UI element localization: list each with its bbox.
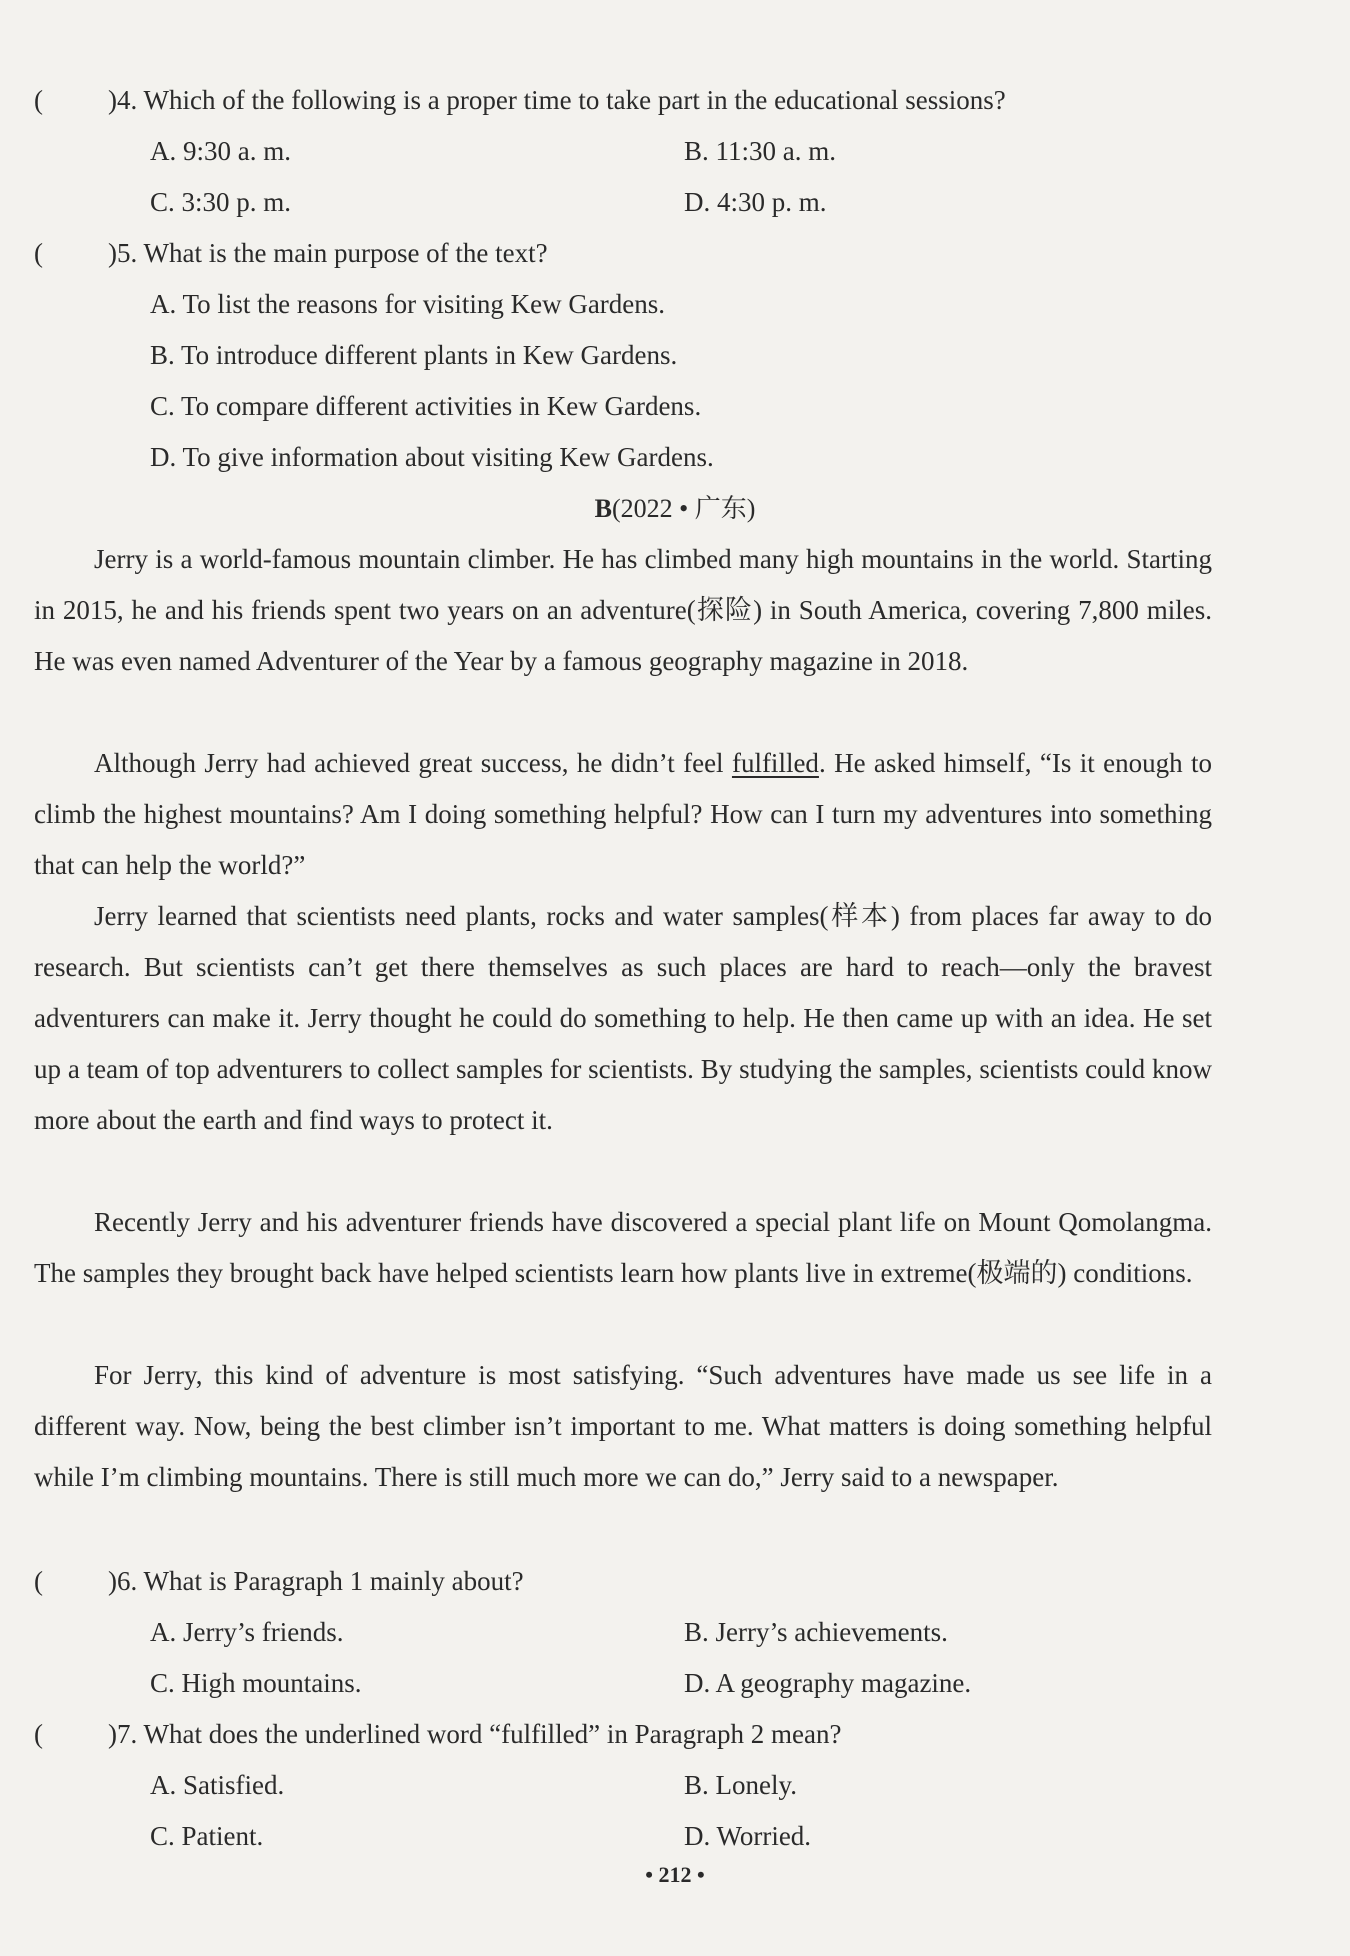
answer-blank-q6[interactable]: (	[34, 1566, 43, 1596]
p2-text-after: . He asked himself, “Is it enough to climb the highest mountains? Am I doing something helpful? How can I turn my adventures into something that can help the world?”	[34, 748, 1213, 880]
q6-option-c: C. High mountains.	[150, 1668, 362, 1698]
section-title	[0, 492, 1350, 526]
q7-option-b: B. Lonely.	[684, 1770, 797, 1800]
question-7-stem: )7. What does the underlined word “fulfilled” in Paragraph 2 mean?	[108, 1719, 842, 1749]
passage-paragraph-3: Jerry learned that scientists need plants, rocks and water samples(样本) from places far away to do research. But scientists can’t get there themselves as such places are hard to reach—only the bravest adventurers can make it. Jerry thought he could do something to help. He then came up with an idea. He set up a team of top adventurers to collect samples for scientists. By studying the samples, scientists could know more about the earth and find ways to protect it.	[34, 901, 1212, 1135]
q5-option-d: D. To give information about visiting Kew Gardens.	[150, 442, 714, 472]
question-5-stem: )5. What is the main purpose of the text?	[108, 238, 548, 268]
question-6-stem: )6. What is Paragraph 1 mainly about?	[108, 1566, 524, 1596]
question-4-stem: )4. Which of the following is a proper time to take part in the educational sessions?	[108, 85, 1006, 115]
underlined-word-fulfilled: fulfilled	[731, 748, 819, 778]
passage-paragraph-4: Recently Jerry and his adventurer friends have discovered a special plant life on Mount Qomolangma. The samples they brought back have helped scientists learn how plants live in extreme(极端的) conditions.	[34, 1207, 1212, 1288]
q6-option-a: A. Jerry’s friends.	[150, 1617, 344, 1647]
section-source: (2022 • 广东)	[611, 494, 756, 523]
answer-blank-q4[interactable]: (	[34, 85, 43, 115]
passage-paragraph-1: Jerry is a world-famous mountain climber. He has climbed many high mountains in the world. Starting in 2015, he and his friends spent two years on an adventure(探险) in South America, covering 7,800 miles. He was even named Adventurer of the Year by a famous geography magazine in 2018.	[34, 544, 1212, 676]
passage-paragraph-5: For Jerry, this kind of adventure is most satisfying. “Such adventures have made us see life in a different way. Now, being the best climber isn’t important to me. What matters is doing something helpful while I’m climbing mountains. There is still much more we can do,” Jerry said to a newspaper.	[34, 1360, 1212, 1492]
q5-option-a: A. To list the reasons for visiting Kew Gardens.	[150, 289, 666, 319]
q7-option-a: A. Satisfied.	[150, 1770, 285, 1800]
page-number: • 212 •	[645, 1862, 705, 1887]
q4-option-d: D. 4:30 p. m.	[684, 187, 827, 217]
q4-option-b: B. 11:30 a. m.	[684, 136, 836, 166]
p2-text-before: Although Jerry had achieved great success, he didn’t feel	[94, 748, 732, 778]
answer-blank-q7[interactable]: (	[34, 1719, 43, 1749]
passage-paragraph-2	[34, 738, 1212, 891]
q4-option-c: C. 3:30 p. m.	[150, 187, 292, 217]
q5-option-b: B. To introduce different plants in Kew Gardens.	[150, 340, 678, 370]
q6-option-d: D. A geography magazine.	[684, 1668, 972, 1698]
q5-option-c: C. To compare different activities in Kew Gardens.	[150, 391, 702, 421]
answer-blank-q5[interactable]: (	[34, 238, 43, 268]
q7-option-d: D. Worried.	[684, 1821, 812, 1851]
q4-option-a: A. 9:30 a. m.	[150, 136, 291, 166]
section-letter: B	[594, 494, 612, 523]
q7-option-c: C. Patient.	[150, 1821, 264, 1851]
q6-option-b: B. Jerry’s achievements.	[684, 1617, 948, 1647]
